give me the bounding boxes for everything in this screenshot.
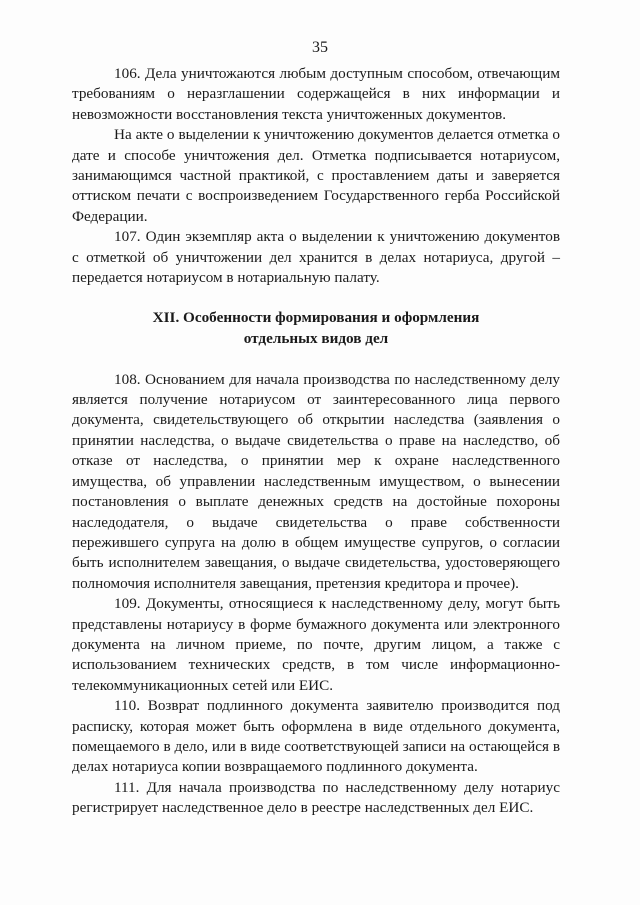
- paragraph-107: 107. Один экземпляр акта о выделении к уничтожению документов с отметкой об уничтожении дел хранится в делах нотариуса, другой – передается нотариусом в нотариальную палату.: [72, 228, 560, 287]
- page-number: 35: [312, 39, 328, 56]
- document-body: [72, 64, 560, 819]
- paragraph-110: 110. Возврат подлинного документа заявителю производится под расписку, которая может быть оформлена в виде отдельного документа, помещаемого в дело, или в виде соответствующей записи на остающейся в делах нотариуса копии возвращаемого подлинного документа.: [72, 697, 560, 776]
- section-heading-line-2: отдельных видов дел: [243, 330, 389, 348]
- paragraph-108: 108. Основанием для начала производства по наследственному делу является получение нотариусом от заинтересованного лица первого документа, свидетельствующего об открытии наследства (заявления о принятии наследства, о выдаче свидетельства о праве на наследство, об отказе от наследства, о принятии мер к охране наследственного имущества, об управлении наследственным имуществом, о вынесении постановления о выплате денежных средств на достойные похороны наследодателя, о выдаче свидетельства о праве собственности пережившего супруга на долю в общем имуществе супругов, о согласии быть исполнителем завещания, о выдаче свидетельства, удостоверяющего полномочия исполнителя завещания, претензия кредитора и прочее).: [72, 370, 560, 592]
- section-heading: [72, 308, 560, 349]
- paragraph-106: 106. Дела уничтожаются любым доступным способом, отвечающим требованиям о неразглашении содержащейся в них информации и невозможности восстановления текста уничтоженных документов.: [72, 65, 560, 123]
- paragraph-109: 109. Документы, относящиеся к наследственному делу, могут быть представлены нотариусу в форме бумажного документа или электронного документа на личном приеме, по почте, другим лицом, а также с использованием технических средств, в том числе информационно-телекоммуникационных сетей или ЕИС.: [72, 595, 560, 694]
- paragraph-106-note: На акте о выделении к уничтожению документов делается отметка о дате и способе уничтожения дел. Отметка подписывается нотариусом, занимающимся частной практикой, с проставлением даты и заверяется оттиском печати с воспроизведением Государственного герба Российской Федерации.: [72, 126, 560, 225]
- paragraph-111: 111. Для начала производства по наследственному делу нотариус регистрирует наследственное дело в реестре наследственных дел ЕИС.: [72, 778, 560, 817]
- section-heading-line-1: XII. Особенности формирования и оформления: [152, 309, 480, 327]
